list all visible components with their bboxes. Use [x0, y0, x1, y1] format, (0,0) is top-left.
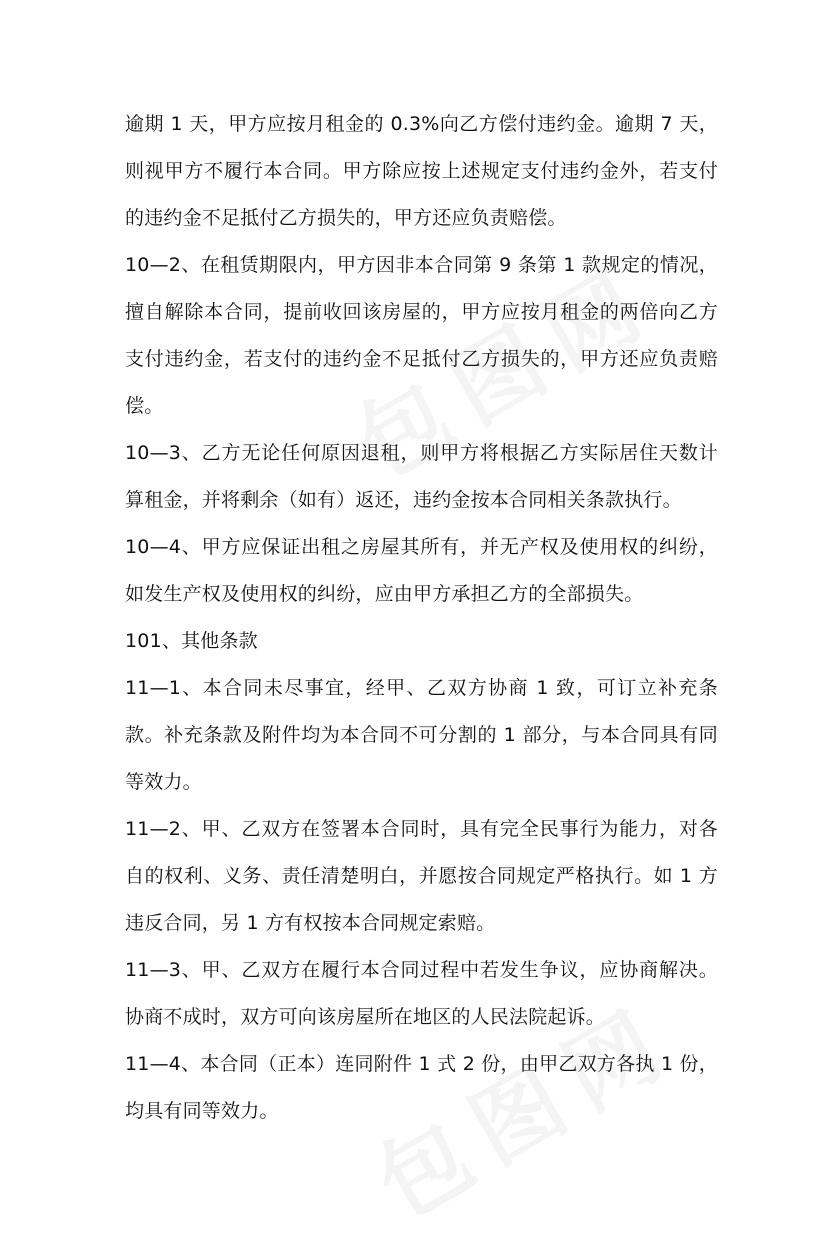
- paragraph-clause-11-4: 11—4、本合同（正本）连同附件 1 式 2 份，由甲乙双方各执 1 份，均具有同等效力。: [125, 1053, 718, 1122]
- paragraph-clause-11-3: 11—3、甲、乙双方在履行本合同过程中若发生争议，应协商解决。协商不成时，双方可向该房屋所在地区的人民法院起诉。: [125, 959, 718, 1028]
- paragraph-clause-10-4: 10—4、甲方应保证出租之房屋其所有，并无产权及使用权的纠纷，如发生产权及使用权的纠纷，应由甲方承担乙方的全部损失。: [125, 536, 718, 605]
- paragraph-clause-11-1: 11—1、本合同未尽事宜，经甲、乙双方协商 1 致，可订立补充条款。补充条款及附件均为本合同不可分割的 1 部分，与本合同具有同等效力。: [125, 677, 718, 793]
- paragraph-clause-10-2: 10—2、在租赁期限内，甲方因非本合同第 9 条第 1 款规定的情况，擅自解除本合同，提前收回该房屋的，甲方应按月租金的两倍向乙方支付违约金，若支付的违约金不足抵付乙方损失的，甲方还应负责赔偿。: [125, 254, 718, 417]
- paragraph-overdue-penalty: 逾期 1 天，甲方应按月租金的 0.3%向乙方偿付违约金。逾期 7 天，则视甲方不履行本合同。甲方除应按上述规定支付违约金外，若支付的违约金不足抵付乙方损失的，甲方还应负责赔偿。: [125, 113, 718, 229]
- paragraph-clause-11-2: 11—2、甲、乙双方在签署本合同时，具有完全民事行为能力，对各自的权利、义务、责任清楚明白，并愿按合同规定严格执行。如 1 方违反合同，另 1 方有权按本合同规定索赔。: [125, 818, 718, 934]
- document-body: [125, 101, 718, 1135]
- section-heading-other-terms: 101、其他条款: [125, 630, 258, 652]
- paragraph-clause-10-3: 10—3、乙方无论任何原因退租，则甲方将根据乙方实际居住天数计算租金，并将剩余（如有）返还，违约金按本合同相关条款执行。: [125, 442, 718, 511]
